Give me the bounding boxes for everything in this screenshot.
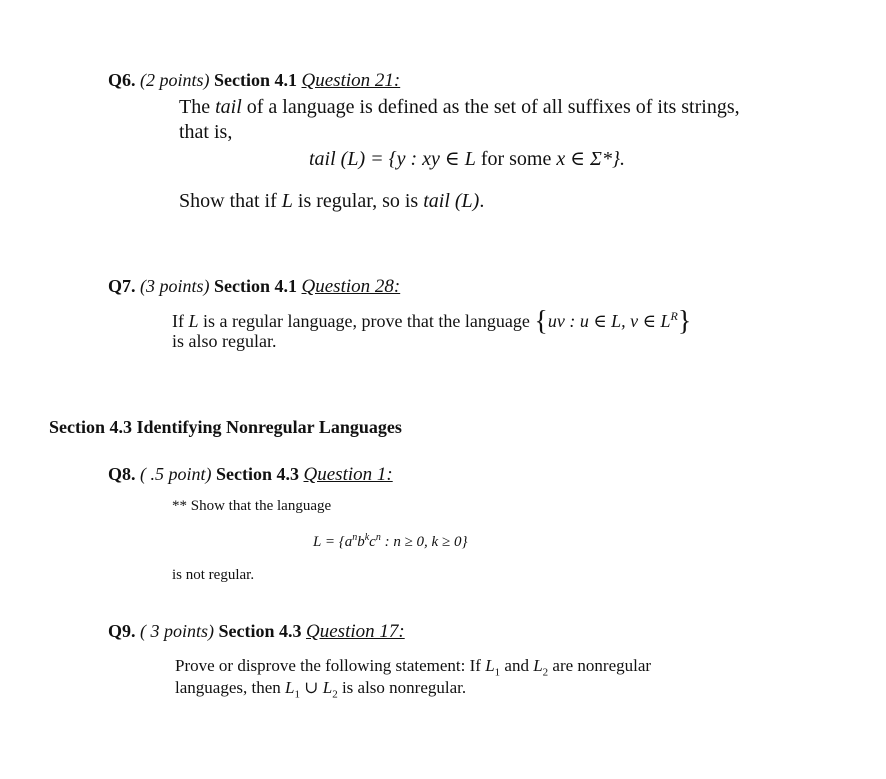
q9-body-line2: languages, then $L_1$ ∪ $L_2$ is also nonregular. bbox=[175, 678, 467, 701]
q8-body-line2: is not regular. bbox=[172, 567, 255, 583]
q7-body-line1: If L is a regular language, prove that the language {uv : u ∈ L, v ∈ $L^R$} bbox=[172, 306, 692, 337]
q6-label: Q6. bbox=[108, 70, 136, 90]
q9-points: ( 3 points) bbox=[140, 621, 215, 641]
q6-tail-term: tail bbox=[215, 96, 242, 118]
q6-body-line2: that is, bbox=[179, 121, 233, 143]
q9-heading bbox=[108, 621, 405, 643]
q7-points: (3 points) bbox=[140, 276, 210, 296]
q9-body-line1: Prove or disprove the following statement: If $L_1$ and $L_2$ are nonregular bbox=[175, 656, 652, 679]
q6-heading bbox=[108, 70, 400, 92]
q6-points: (2 points) bbox=[140, 70, 210, 90]
q6-section: Section 4.1 bbox=[214, 70, 298, 90]
q8-section: Section 4.3 bbox=[216, 464, 300, 484]
q8-points: ( .5 point) bbox=[140, 464, 212, 484]
section-4-3-title: Section 4.3 Identifying Nonregular Languages bbox=[49, 417, 402, 437]
q8-label: Q8. bbox=[108, 464, 136, 484]
q6-question-link[interactable]: Question 21: bbox=[301, 70, 401, 91]
q7-section: Section 4.1 bbox=[214, 276, 298, 296]
q8-formula: $L = \{a^nb^kc^n$ : n ≥ 0, k ≥ 0} bbox=[313, 532, 468, 550]
q7-question-link[interactable]: Question 28: bbox=[301, 276, 401, 297]
q7-heading bbox=[108, 276, 400, 298]
q9-question-link[interactable]: Question 17: bbox=[306, 621, 405, 642]
q8-question-link[interactable]: Question 1: bbox=[303, 464, 393, 485]
q6-formula: tail (L) = {y : xy ∈ L for some x ∈ Σ*}. bbox=[309, 148, 625, 170]
q7-set-expression: uv : u ∈ L, v ∈ L bbox=[547, 311, 671, 331]
q8-body-line1: ** Show that the language bbox=[172, 498, 332, 514]
q8-heading bbox=[108, 464, 393, 486]
q6-body-line1: The tail of a language is defined as the set of all suffixes of its strings, bbox=[179, 96, 740, 118]
q6-task: Show that if L is regular, so is tail (L). bbox=[179, 190, 485, 212]
q9-section: Section 4.3 bbox=[218, 621, 302, 641]
q9-label: Q9. bbox=[108, 621, 136, 641]
q7-body-line2: is also regular. bbox=[172, 331, 277, 351]
q7-label: Q7. bbox=[108, 276, 136, 296]
